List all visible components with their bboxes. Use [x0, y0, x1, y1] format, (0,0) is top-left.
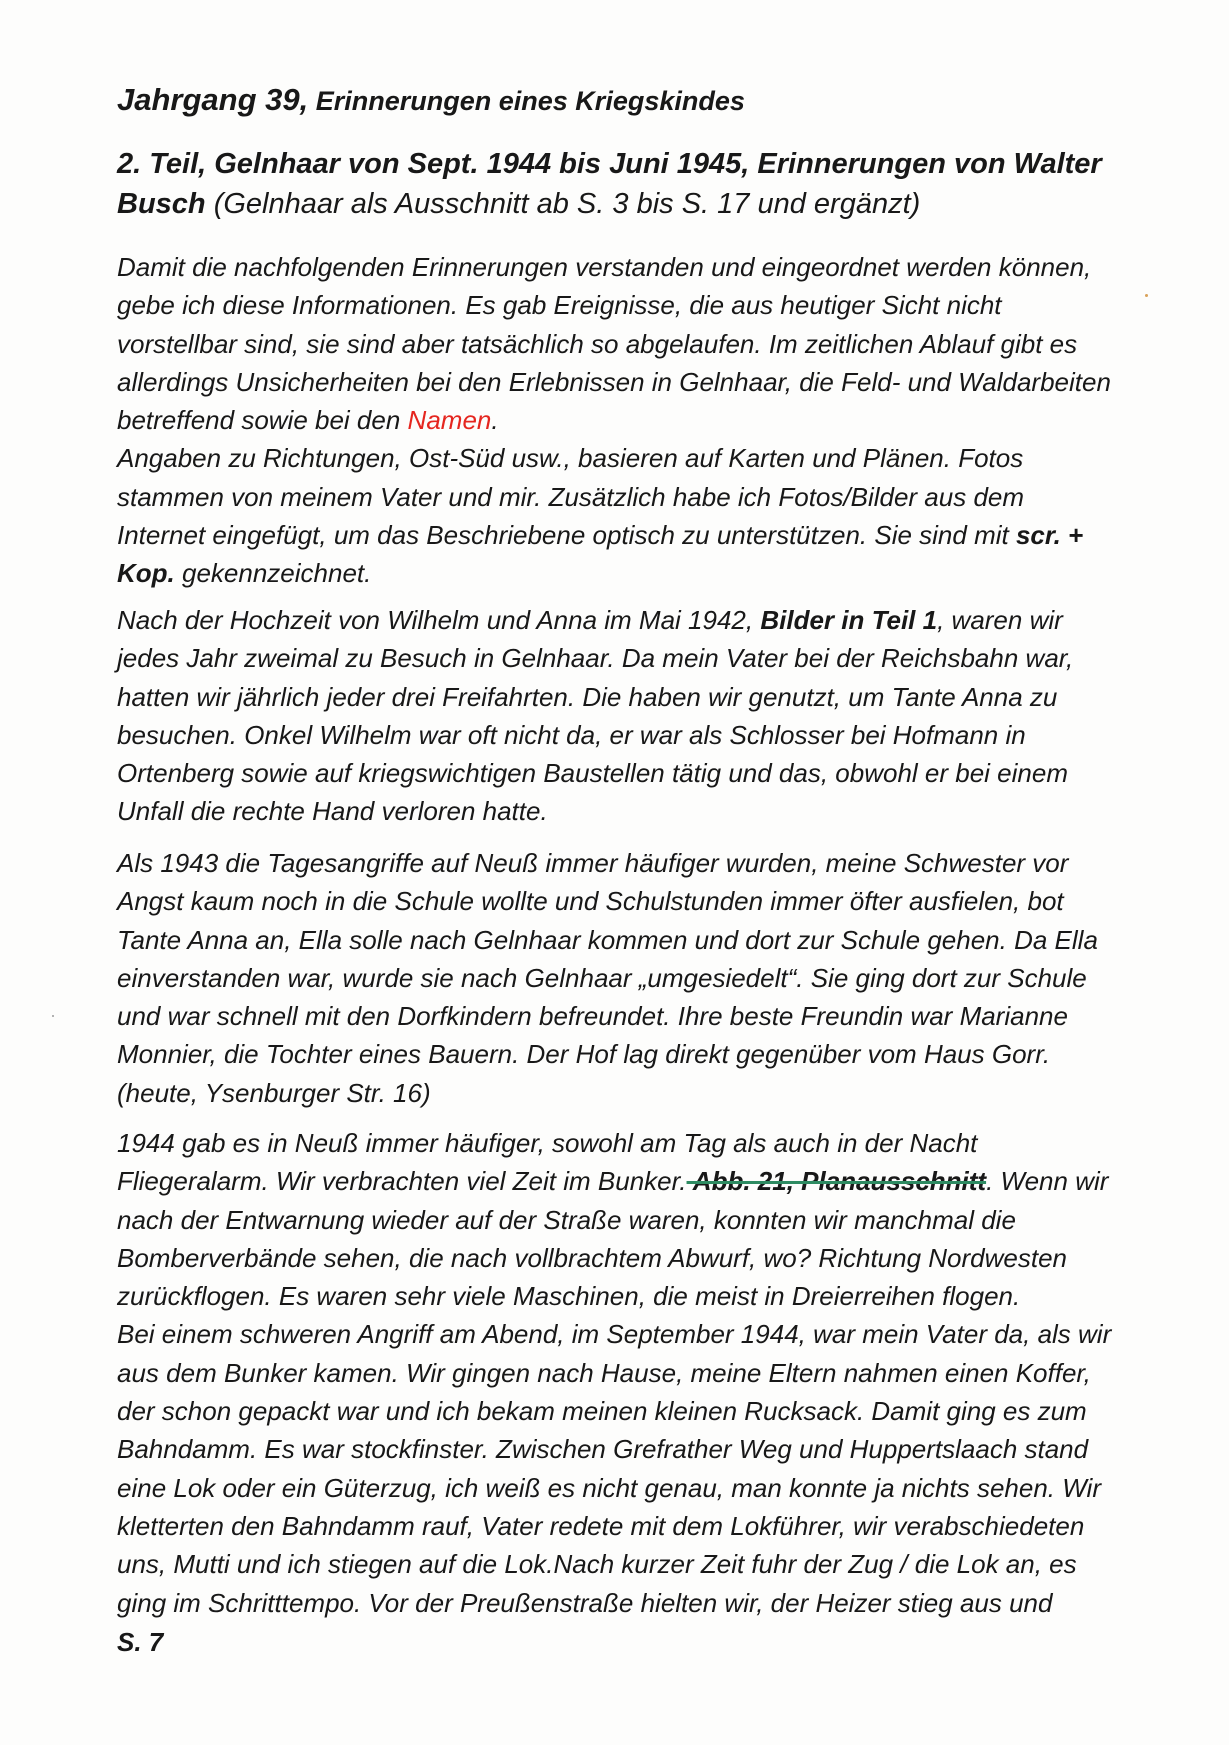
text-line: und war schnell mit den Dorfkindern befreundet. Ihre beste Freundin war Marianne	[117, 1001, 1068, 1032]
highlighted-word: Namen	[407, 405, 492, 436]
paragraph	[117, 601, 1073, 831]
paragraph	[117, 844, 1098, 1112]
text-line: einverstanden war, wurde sie nach Gelnhaar „umgesiedelt“. Sie ging dort zur Schule	[117, 962, 1087, 993]
line-text: Fliegeralarm. Wir verbrachten viel Zeit im Bunker.	[117, 1166, 687, 1197]
text-line: kletterten den Bahndamm rauf, Vater redete mit dem Lokführer, wir verabschiedeten	[117, 1510, 1085, 1541]
scan-speck	[1145, 294, 1148, 297]
bold-marker: scr. +	[1015, 520, 1084, 551]
line-text: Internet eingefügt, um das Beschriebene optisch zu unterstützen. Sie sind mit	[117, 520, 1016, 551]
struck-reference: Abb. 21, Planausschnitt	[686, 1166, 987, 1197]
document-title	[117, 80, 745, 126]
text-line: zurückflogen. Es waren sehr viele Maschinen, die meist in Dreierreihen flogen.	[117, 1281, 1021, 1312]
bold-reference: Bilder in Teil 1	[760, 605, 938, 635]
line-text: . Wenn wir	[986, 1166, 1109, 1197]
text-line: Ortenberg sowie auf kriegswichtigen Baustellen tätig und das, obwohl er bei einem	[117, 758, 1068, 789]
text-line: Damit die nachfolgenden Erinnerungen verstanden und eingeordnet werden können,	[117, 252, 1092, 282]
text-line	[117, 554, 1111, 592]
text-line: allerdings Unsicherheiten bei den Erlebnissen in Gelnhaar, die Feld- und Waldarbeiten	[117, 366, 1111, 397]
line-text: Nach der Hochzeit von Wilhelm und Anna im Mai 1942,	[117, 605, 761, 635]
text-line: Angst kaum noch in die Schule wollte und Schulstunden immer öfter ausfielen, bot	[117, 886, 1064, 917]
text-line: eine Lok oder ein Güterzug, ich weiß es nicht genau, man konnte ja nichts sehen. Wir	[117, 1472, 1101, 1503]
scan-speck	[52, 1015, 54, 1017]
text-line: stammen von meinem Vater und mir. Zusätzlich habe ich Fotos/Bilder aus dem	[117, 481, 1025, 512]
text-line	[117, 516, 1111, 554]
text-line: Tante Anna an, Ella solle nach Gelnhaar kommen und dort zur Schule gehen. Da Ella	[117, 924, 1098, 955]
text-line: der schon gepackt war und ich bekam meinen kleinen Rucksack. Damit ging es zum	[117, 1396, 1087, 1427]
text-line: Unfall die rechte Hand verloren hatte.	[117, 796, 548, 827]
text-line: vorstellbar sind, sie sind aber tatsächlich so abgelaufen. Im zeitlichen Ablauf gibt es	[117, 328, 1078, 359]
text-line: Monnier, die Tochter eines Bauern. Der Hof lag direkt gegenüber vom Haus Gorr.	[117, 1039, 1051, 1070]
subtitle-line: 2. Teil, Gelnhaar von Sept. 1944 bis Juni 1945, Erinnerungen von Walter	[117, 148, 1102, 180]
text-line: Bei einem schweren Angriff am Abend, im September 1944, war mein Vater da, als wir	[117, 1319, 1112, 1350]
text-line: Bomberverbände sehen, die nach vollbrachtem Abwurf, wo? Richtung Nordwesten	[117, 1242, 1068, 1273]
text-line: 1944 gab es in Neuß immer häufiger, sowohl am Tag als auch in der Nacht	[117, 1128, 978, 1158]
page-number: S. 7	[117, 1627, 164, 1657]
text-line	[117, 1162, 1111, 1200]
text-line: hatten wir jährlich jeder drei Freifahrten. Die haben wir genutzt, um Tante Anna zu	[117, 681, 1058, 712]
line-text: betreffend sowie bei den	[117, 405, 408, 436]
subtitle-note: (Gelnhaar als Ausschnitt ab S. 3 bis S. 17 und ergänzt)	[205, 188, 921, 220]
text-line: Bahndamm. Es war stockfinster. Zwischen Grefrather Weg und Huppertslaach stand	[117, 1434, 1089, 1465]
text-line	[117, 401, 1111, 439]
text-line: jedes Jahr zweimal zu Besuch in Gelnhaar. Da mein Vater bei der Reichsbahn war,	[117, 643, 1074, 674]
text-line: besuchen. Onkel Wilhelm war oft nicht da, er war als Schlosser bei Hofmann in	[117, 719, 1026, 750]
title-main: Jahrgang 39,	[117, 82, 309, 117]
text-line	[117, 601, 1073, 639]
line-text: .	[491, 405, 499, 436]
bold-marker: Kop.	[117, 558, 175, 589]
title-sub: Erinnerungen eines Kriegskindes	[308, 86, 745, 116]
text-line: Angaben zu Richtungen, Ost-Süd usw., basieren auf Karten und Plänen. Fotos	[117, 443, 1024, 474]
text-line: uns, Mutti und ich stiegen auf die Lok.Nach kurzer Zeit fuhr der Zug / die Lok an, es	[117, 1549, 1077, 1580]
text-line: (heute, Ysenburger Str. 16)	[117, 1077, 431, 1108]
line-text: gekennzeichnet.	[174, 558, 372, 589]
text-line: ging im Schritttempo. Vor der Preußenstraße hielten wir, der Heizer stieg aus und	[117, 1587, 1053, 1618]
paragraph	[117, 1124, 1111, 1622]
document-subtitle	[117, 144, 1102, 224]
text-line: Als 1943 die Tagesangriffe auf Neuß immer häufiger wurden, meine Schwester vor	[117, 848, 1069, 878]
text-line: gebe ich diese Informationen. Es gab Ereignisse, die aus heutiger Sicht nicht	[117, 290, 1002, 321]
text-line: nach der Entwarnung wieder auf der Straße waren, konnten wir manchmal die	[117, 1204, 1016, 1235]
subtitle-line	[117, 184, 1102, 224]
author-name: Busch	[117, 188, 206, 220]
text-line: aus dem Bunker kamen. Wir gingen nach Hause, meine Eltern nahmen einen Koffer,	[117, 1357, 1091, 1388]
paragraph	[117, 248, 1111, 593]
line-text: , waren wir	[937, 605, 1063, 635]
